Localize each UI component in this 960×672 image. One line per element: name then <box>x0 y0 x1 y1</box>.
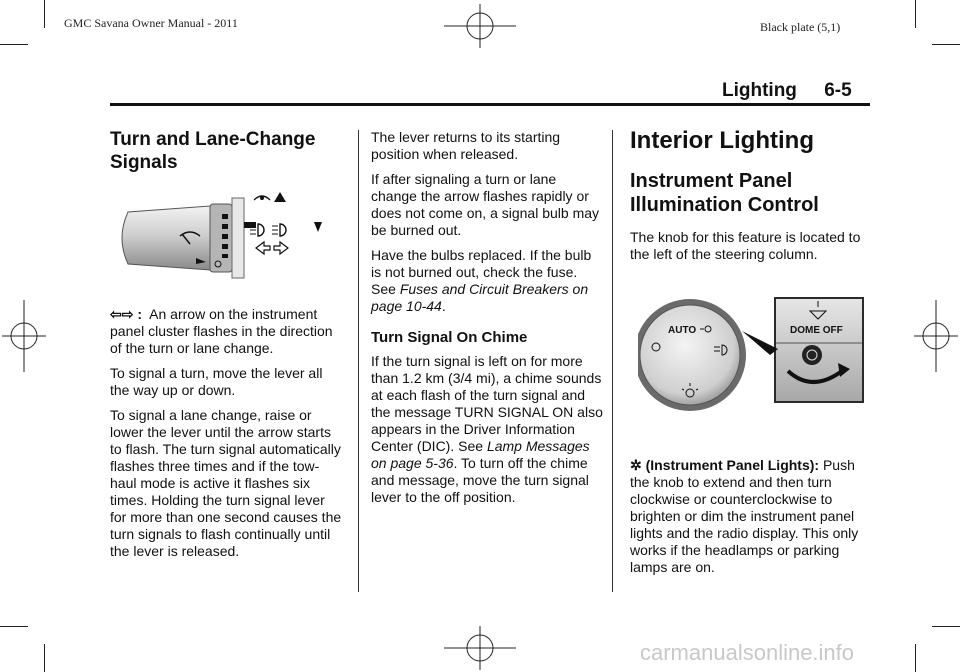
paragraph <box>371 247 603 315</box>
registration-target-top <box>444 4 516 48</box>
paragraph-bold: (Instrument Panel Lights): <box>645 457 820 473</box>
cross-reference-link[interactable]: Fuses and Circuit Breakers on page 10-44 <box>371 281 589 314</box>
down-triangle-icon <box>314 222 322 232</box>
paragraph: If after signaling a turn or lane change the arrow flashes rapidly or does not come on, a signal bulb may be burned out. <box>371 171 600 238</box>
paragraph <box>630 457 870 576</box>
paragraph: To signal a lane change, raise or lower the lever until the arrow starts to flash. The turn signal automatically flashes three times and if the tow-haul mode is active it flashes six times. Holding the turn signal lever for more than one second causes the turn signals to flash continually until the lever is released. <box>110 407 342 559</box>
plate-label: Black plate (5,1) <box>760 20 841 34</box>
section-title <box>722 80 852 102</box>
paragraph: The lever returns to its starting position when released. <box>371 129 561 162</box>
up-triangle-icon <box>274 192 286 202</box>
registration-target-bottom <box>444 626 516 670</box>
registration-target-right <box>914 300 958 372</box>
turn-arrows-icon <box>256 242 288 254</box>
section-heading: Turn and Lane-Change Signals <box>110 129 316 173</box>
pointer-arrow <box>742 331 778 355</box>
headlamp-icons <box>250 224 286 236</box>
crop-mark <box>932 626 960 627</box>
symbol-colon: : <box>137 306 143 322</box>
section-name: Lighting <box>722 80 797 101</box>
column-1 <box>110 128 342 568</box>
cross-reference-link[interactable]: Lamp Messages on page 5-36 <box>371 438 590 471</box>
column-3 <box>630 126 870 584</box>
high-beam-bar-icon <box>244 222 256 228</box>
dimmer-knob <box>802 345 822 365</box>
column-divider <box>612 130 613 592</box>
auto-label: AUTO <box>668 325 697 336</box>
paragraph-text: . <box>441 298 446 314</box>
crop-mark <box>0 626 28 627</box>
turn-signal-arrows-icon: ⇦⇨ <box>110 306 134 322</box>
paragraph-text: Have the bulbs replaced. If the bulb is not burned out, check the fuse. See <box>371 247 592 297</box>
washer-icon <box>254 196 270 200</box>
paragraph-text: If the turn signal is left on for more than 1.2 km (3/4 mi), a chime sounds at each flash of the turn signal and the message TURN SIGNAL ON also appears in the Driver Information Center (DIC). See <box>371 353 603 454</box>
instrument-panel-lights-icon: ✲ <box>630 457 642 473</box>
page-number: 6-5 <box>824 80 852 101</box>
crop-mark <box>932 44 960 45</box>
subsection-heading: Instrument Panel Illumination Control <box>630 170 819 216</box>
paragraph: The knob for this feature is located to the left of the steering column. <box>630 229 861 262</box>
crop-mark <box>915 644 916 672</box>
paragraph-text: . To turn off the chime and message, move the turn signal lever to the off position. <box>371 455 589 505</box>
crop-mark <box>44 644 45 672</box>
column-2 <box>371 129 603 514</box>
subsection-heading: Turn Signal On Chime <box>371 329 528 346</box>
registration-target-left <box>2 300 46 372</box>
watermark: carmanualsonline.info <box>640 640 855 665</box>
crop-mark <box>0 44 28 45</box>
crop-mark <box>915 0 916 28</box>
header-rule <box>110 103 870 106</box>
paragraph: To signal a turn, move the lever all the way up or down. <box>110 365 323 398</box>
column-divider <box>358 130 359 592</box>
dome-off-label: DOME OFF <box>790 325 843 336</box>
paragraph-text: An arrow on the instrument panel cluster flashes in the direction of the turn or lane change. <box>110 306 333 356</box>
crop-mark <box>44 0 45 28</box>
manual-title: GMC Savana Owner Manual - 2011 <box>64 16 238 30</box>
paragraph <box>110 306 342 357</box>
lighting-control-figure <box>638 297 868 417</box>
turn-signal-lever-figure <box>110 184 342 296</box>
section-heading: Interior Lighting <box>630 127 814 154</box>
paragraph-text: Push the knob to extend and then turn clockwise or counterclockwise to brighten or dim the instrument panel lights and the radio display. This only works if the headlamps or parking lamps are on. <box>630 457 859 575</box>
paragraph <box>371 353 603 506</box>
